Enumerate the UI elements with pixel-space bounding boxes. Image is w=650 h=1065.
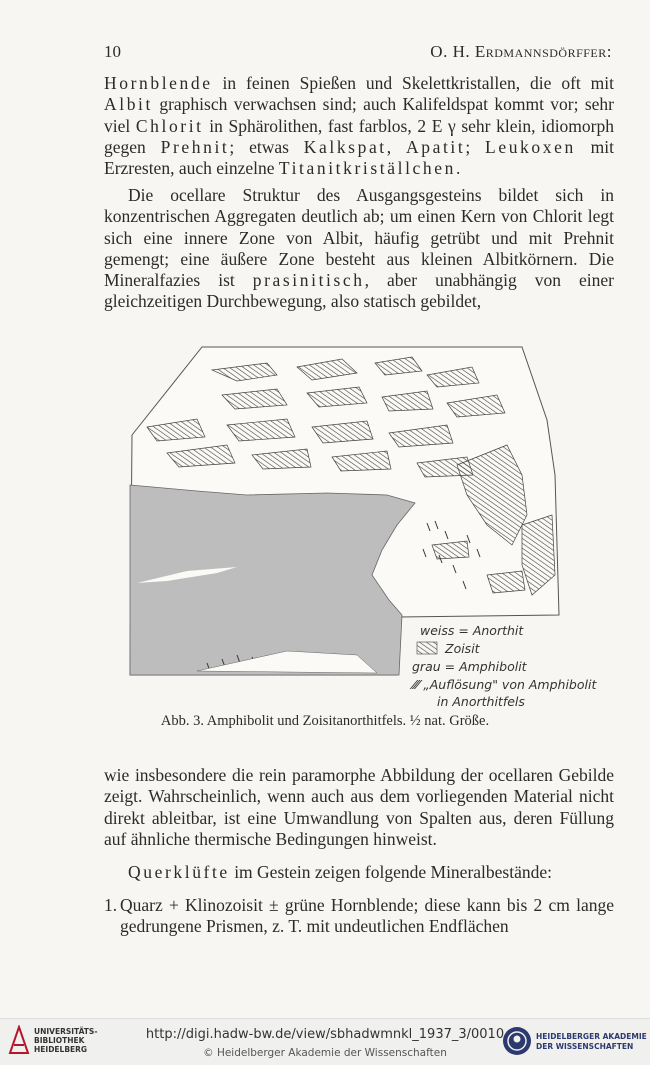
term-titanit: Titanitkriställchen bbox=[278, 158, 456, 179]
legend-anorthitfels: in Anorthitfels bbox=[437, 694, 525, 709]
term-leukoxen: Leukoxen bbox=[485, 136, 576, 157]
text-run: in feinen Spießen und Skelettkristallen, die oft mit bbox=[212, 73, 614, 93]
academy-name-line: DER WISSENSCHAFTEN bbox=[536, 1042, 634, 1051]
academy-name-line: HEIDELBERGER AKADEMIE bbox=[536, 1032, 647, 1041]
text-run: mit Erzresten, auch einzelne bbox=[104, 136, 614, 179]
running-head: O. H. Erdmannsdörffer: bbox=[430, 42, 612, 61]
legend-aufloesung bbox=[413, 677, 596, 692]
text-run: in Sphärolithen, fast farblos, 2 E γ sehr klein, idiomorph gegen bbox=[104, 115, 614, 157]
library-name-line: UNIVERSITÄTS- bbox=[34, 1027, 98, 1036]
term-prehnit: Prehnit bbox=[160, 136, 230, 157]
text-run: im Gestein zeigen folgende Mineralbestände: bbox=[229, 862, 552, 882]
text-run: , aber unabhängig von einer gleichzeitigen Durchbewegung, also statisch gebildet, bbox=[104, 270, 615, 312]
term-hornblende: Hornblende bbox=[104, 73, 213, 93]
permalink-url[interactable]: http://digi.hadw-bw.de/view/sbhadwmnkl_1937_3/0010 bbox=[145, 1027, 505, 1042]
rock-sketch-figure bbox=[127, 345, 602, 715]
legend-zoisit: Zoisit bbox=[445, 641, 480, 656]
figure-caption: Abb. 3. Amphibolit und Zoisitanorthitfels. ½ nat. Größe. bbox=[160, 713, 490, 729]
rock-sketch-drawing bbox=[127, 345, 602, 715]
term-albit: Albit bbox=[104, 94, 153, 115]
text-run: . bbox=[455, 158, 461, 179]
term-kalkspat: Kalkspat bbox=[303, 136, 387, 157]
term-chlorit: Chlorit bbox=[135, 115, 204, 136]
legend-grau: grau = Amphibolit bbox=[412, 659, 527, 674]
term-querkluefte: Querklüfte bbox=[128, 862, 230, 882]
legend-dash-glyph: ⁄⁄⁄ bbox=[413, 677, 424, 692]
term-apatit: Apatit bbox=[406, 136, 466, 157]
copyright-notice: © Heidelberger Akademie der Wissenschaften bbox=[203, 1047, 447, 1059]
text-run: Die ocellare Struktur des Ausgangsgesteins bildet sich in konzentrischen Aggregaten deutlich ab; um einen Kern von Chlorit legt sich eine innere Zone von Albit, häufig getrübt und mit Prehnit gemengt; eine äußere Zone besteht aus kleinen Albitkörnern. Die Mineralfazies ist bbox=[104, 185, 614, 291]
library-name-line: HEIDELBERG bbox=[34, 1045, 88, 1054]
text-run: ; etwas bbox=[229, 136, 304, 157]
legend-weiss: weiss = Anorthit bbox=[420, 623, 524, 638]
text-run: ; bbox=[465, 136, 486, 157]
footer-bar bbox=[0, 1018, 650, 1065]
term-prasinitisch: prasinitisch bbox=[252, 270, 365, 291]
paragraph-2 bbox=[104, 185, 614, 313]
paragraph-3: wie insbesondere die rein paramorphe Abbildung der ocellaren Gebilde zeigt. Wahrscheinlich, wenn auch aus dem vorliegenden Material nicht direkt ableitbar, ist eine Umwandlung von Spalten aus, deren Füllung auf ähnliche thermische Bedingungen hinweist. bbox=[104, 765, 614, 849]
list-item-text: Quarz + Klinozoisit ± grüne Hornblende; diese kann bis 2 cm lange gedrungene Prismen, z. T. mit undeutlichen Endflächen bbox=[120, 895, 614, 937]
library-name-line: BIBLIOTHEK bbox=[34, 1036, 85, 1045]
text-run: , bbox=[386, 136, 406, 157]
mineral-list bbox=[104, 895, 614, 938]
academy-name bbox=[536, 1032, 647, 1052]
legend-aufloesung-label: „Auflösung" von Amphibolit bbox=[423, 677, 597, 692]
paragraph-1 bbox=[104, 73, 614, 179]
paragraph-4 bbox=[104, 862, 614, 883]
page-number: 10 bbox=[104, 42, 121, 61]
text-run: graphisch verwachsen sind; auch Kalifeldspat kommt vor; sehr viel bbox=[104, 94, 614, 136]
list-item-number: 1. bbox=[104, 895, 118, 915]
academy-seal-icon bbox=[502, 1024, 532, 1058]
legend-zoisite-swatch bbox=[417, 642, 437, 654]
